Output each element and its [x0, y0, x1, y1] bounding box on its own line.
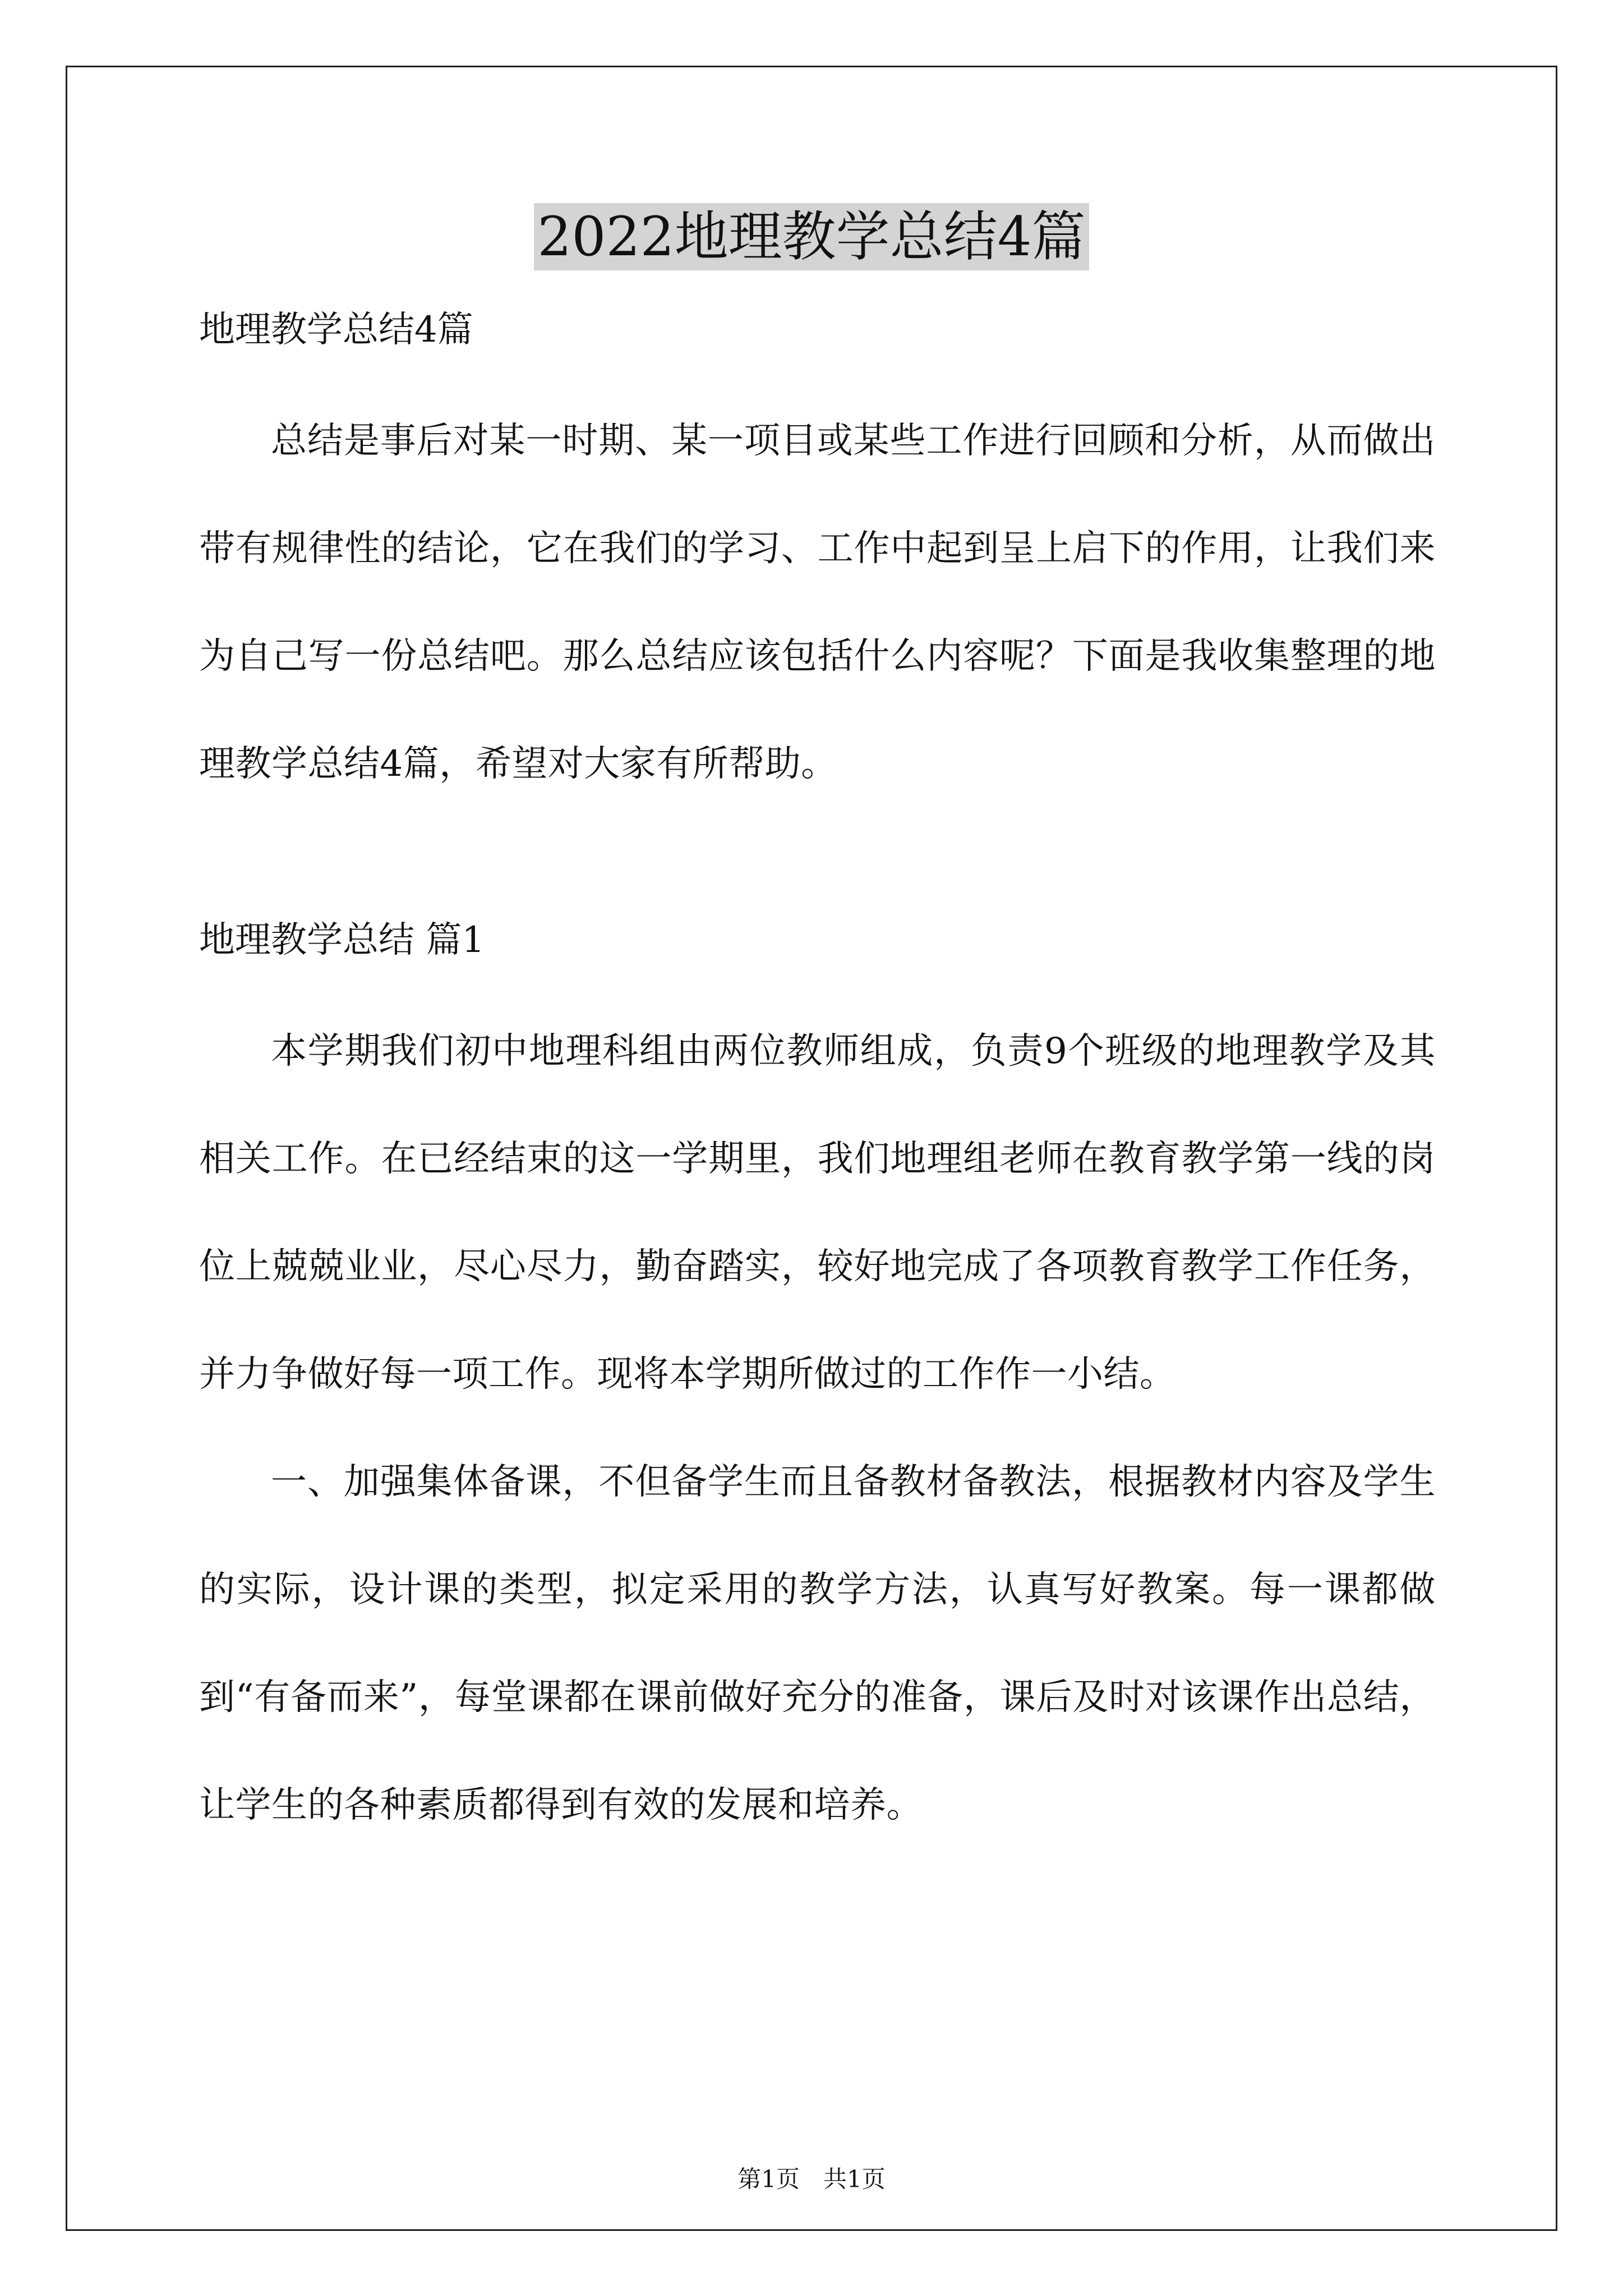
document-title-text: 2022地理教学总结4篇 [534, 203, 1089, 270]
document-subtitle: 地理教学总结4篇 [199, 309, 473, 351]
body-paragraph-2: 一、加强集体备课，不但备学生而且备教材备教法，根据教材内容及学生的实际，设计课的类型，拟定采用的教学方法，认真写好教案。每一课都做到“有备而来”，每堂课都在课前做好充分的准备，课后及时对该课作出总结，让学生的各种素质都得到有效的发展和培养。 [199, 1461, 1436, 1826]
document-body [199, 303, 1436, 1859]
section-heading: 地理教学总结 篇1 [199, 919, 485, 961]
body-paragraph-1: 本学期我们初中地理科组由两位教师组成，负责9个班级的地理教学及其相关工作。在已经结束的这一学期里，我们地理组老师在教育教学第一线的岗位上兢兢业业，尽心尽力，勤奋踏实，较好地完成了各项教育教学工作任务，并力争做好每一项工作。现将本学期所做过的工作作一小结。 [199, 1030, 1436, 1395]
intro-paragraph: 总结是事后对某一时期、某一项目或某些工作进行回顾和分析，从而做出带有规律性的结论，它在我们的学习、工作中起到呈上启下的作用，让我们来为自己写一份总结吧。那么总结应该包括什么内容呢？下面是我收集整理的地理教学总结4篇，希望对大家有所帮助。 [199, 420, 1436, 785]
document-title [0, 197, 1623, 276]
section-spacer [199, 818, 1436, 913]
page-footer: 第1页 共1页 [737, 2165, 886, 2193]
